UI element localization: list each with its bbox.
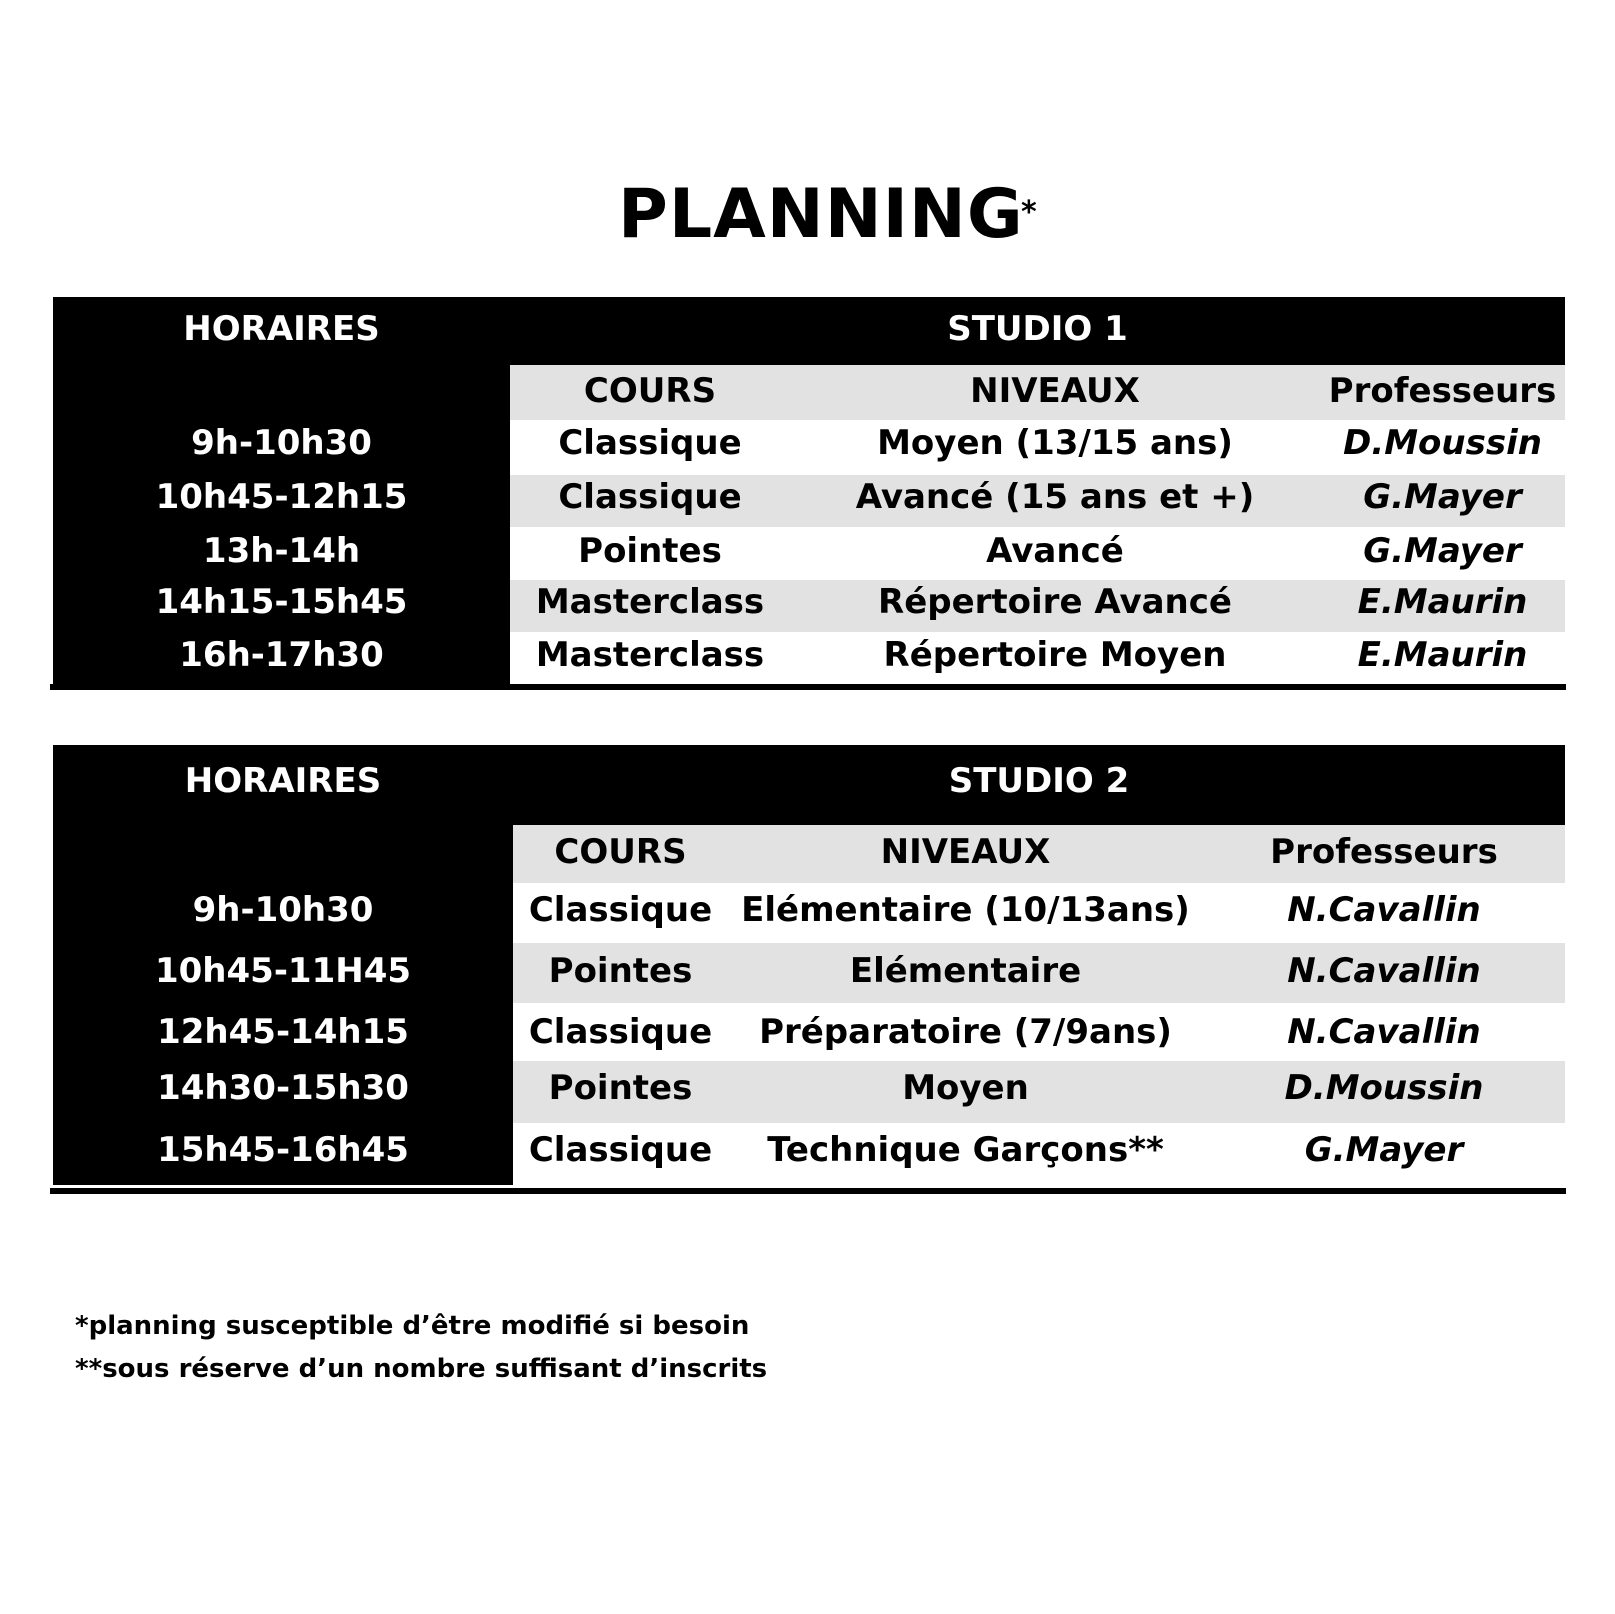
studio-2-row-2-niveau: Elémentaire (849, 951, 1082, 991)
studio-2-niveaux-header: NIVEAUX (880, 832, 1051, 872)
studio-2-row-1-prof: N.Cavallin (1287, 890, 1481, 930)
studio-1-row-1-niveau: Moyen (13/15 ans) (877, 423, 1233, 463)
studio-1-row-1-prof: D.Moussin (1343, 423, 1542, 463)
studio-2-row-1-time: 9h-10h30 (192, 890, 374, 930)
studio-2-row-1-niveau: Elémentaire (10/13ans) (741, 890, 1190, 930)
studio-1-bottom-rule (50, 684, 1566, 690)
page-title-block (0, 175, 1615, 255)
studio-1-row-4-time: 14h15-15h45 (155, 582, 408, 622)
studio-1-cours-header: COURS (583, 371, 717, 411)
studio-2-professeurs-header: Professeurs (1270, 832, 1498, 872)
studio-1-row-5-cours: Masterclass (535, 635, 765, 675)
studio-2-row-3-prof: N.Cavallin (1287, 1012, 1481, 1052)
studio-1-row-2-niveau: Avancé (15 ans et +) (855, 477, 1255, 517)
studio-1-row-5-prof: E.Maurin (1357, 635, 1528, 675)
studio-1-row-5-time: 16h-17h30 (179, 635, 384, 675)
page-title: PLANNING (618, 175, 1024, 254)
studio-2-row-3-cours: Classique (528, 1012, 713, 1052)
studio-1-niveaux-header: NIVEAUX (970, 371, 1140, 411)
studio-2-row-4-cours: Pointes (548, 1068, 693, 1108)
studio-1-row-4-niveau: Répertoire Avancé (878, 582, 1232, 622)
studio-1-row-3-niveau: Avancé (986, 531, 1124, 571)
studio-1-row-4-cours: Masterclass (535, 582, 765, 622)
title-footnote-mark: * (1021, 195, 1037, 230)
studio-2-title: STUDIO 2 (948, 761, 1130, 801)
studio-1-row-1-cours: Classique (558, 423, 742, 463)
studio-1-row-3-prof: G.Mayer (1363, 531, 1522, 571)
studio-2-row-4-time: 14h30-15h30 (157, 1068, 409, 1108)
footnote-2: **sous réserve d’un nombre suffisant d’inscrits (75, 1354, 768, 1384)
studio-1-row-3-time: 13h-14h (202, 531, 361, 571)
studio-2-row-1-cours: Classique (528, 890, 713, 930)
studio-1-row-1-time: 9h-10h30 (191, 423, 372, 463)
studio-2-row-4-niveau: Moyen (902, 1068, 1029, 1108)
studio-1-title: STUDIO 1 (947, 309, 1128, 349)
studio-2-row-5-niveau: Technique Garçons** (767, 1130, 1164, 1170)
studio-2-row-3-niveau: Préparatoire (7/9ans) (759, 1012, 1172, 1052)
studio-1-row-3-cours: Pointes (578, 531, 722, 571)
studio-1-row-4-prof: E.Maurin (1357, 582, 1528, 622)
studio-2-row-5-cours: Classique (528, 1130, 713, 1170)
studio-2-row-2-prof: N.Cavallin (1287, 951, 1481, 991)
studio-2-time-header: HORAIRES (184, 761, 382, 801)
studio-1-time-header: HORAIRES (183, 309, 380, 349)
studio-1-row-2-time: 10h45-12h15 (155, 477, 408, 517)
studio-2-row-5-prof: G.Mayer (1304, 1130, 1464, 1170)
studio-2-cours-header: COURS (554, 832, 687, 872)
footnote-1: *planning susceptible d’être modifié si besoin (75, 1311, 750, 1341)
studio-2-row-2-time: 10h45-11H45 (154, 951, 412, 991)
studio-2-row-5-time: 15h45-16h45 (157, 1130, 409, 1170)
studio-1-row-2-prof: G.Mayer (1363, 477, 1522, 517)
studio-2-row-2-cours: Pointes (548, 951, 693, 991)
studio-2-row-4-prof: D.Moussin (1284, 1068, 1484, 1108)
studio-1-row-2-cours: Classique (558, 477, 742, 517)
studio-2-bottom-rule (50, 1188, 1566, 1194)
footnotes (75, 1305, 767, 1391)
studio-1-row-5-niveau: Répertoire Moyen (883, 635, 1227, 675)
studio-2-row-3-time: 12h45-14h15 (157, 1012, 409, 1052)
studio-1-professeurs-header: Professeurs (1328, 371, 1557, 411)
